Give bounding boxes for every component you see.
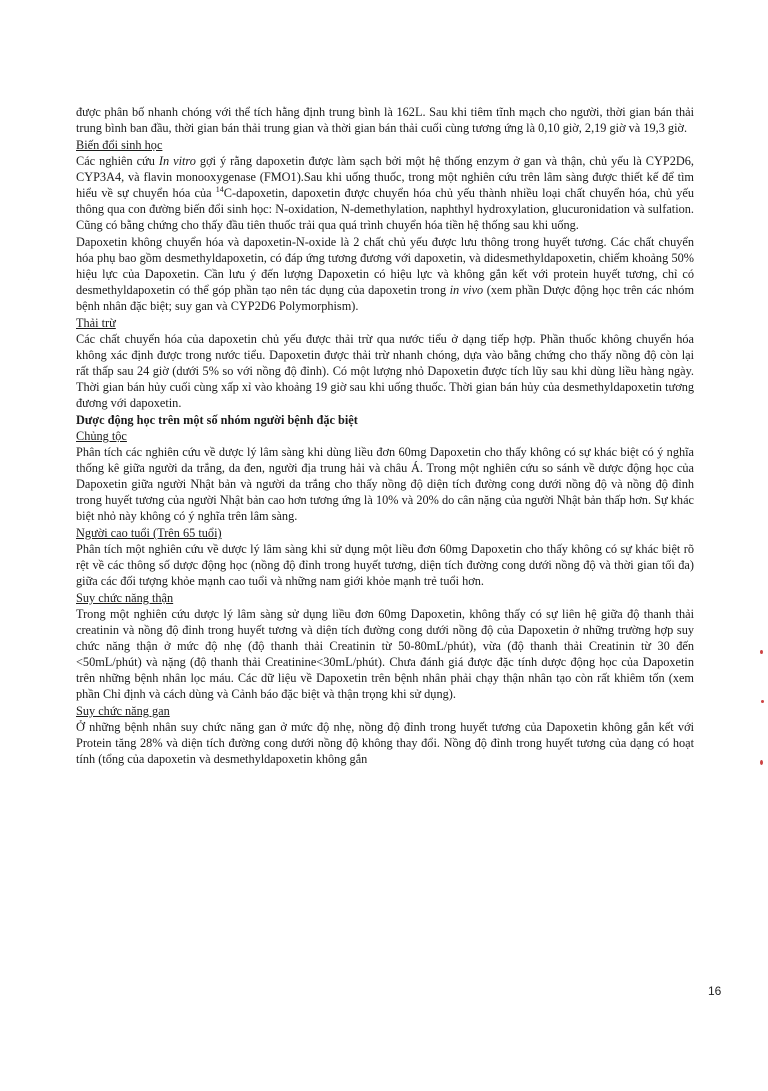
heading-special-populations: Dược động học trên một số nhóm người bệnh đặc biệt: [76, 413, 358, 427]
scan-speck: [760, 760, 763, 765]
paragraph-elimination: Các chất chuyển hóa của dapoxetin chủ yếu được thải trừ qua nước tiểu ở dạng tiếp hợp. Phần thuốc không chuyển hóa không xác định được trong nước tiểu. Dapoxetin được thải trừ nhanh chóng, dựa vào bằng chứng cho thấy nồng độ còn lại rất thấp sau 24 giờ (dưới 5% so với nồng độ đỉnh). Có một lượng nhỏ Dapoxetin được tích lũy sau khi dùng liều hàng ngày. Thời gian bán hủy cuối cùng xấp xỉ vào khoảng 19 giờ sau khi uống thuốc. Thời gian bán hủy của desmethyldapoxetin tương đương với dapoxetin.: [76, 332, 694, 410]
document-body: [76, 104, 694, 768]
paragraph-biotransformation: Các nghiên cứu In vitro gợi ý rằng dapoxetin được làm sạch bởi một hệ thống enzym ở gan và thận, chủ yếu là CYP2D6, CYP3A4, và flavin monooxygenase (FMO1).Sau khi uống thuốc, trong một nghiên cứu trên lâm sàng được thiết kế để tìm hiểu về sự chuyển hóa của $^{14}$C-dapoxetin, dapoxetin được chuyển hóa chủ yếu thành nhiều loại chất chuyển hóa, chủ yếu thông qua con đường biến đổi sinh học: N-oxidation, N-demethylation, naphthyl hydroxylation, glucuronidation và sulfation. Cũng có bằng chứng cho thấy đầu tiên thuốc trải qua quá trình chuyển hóa tiền hệ thống sau khi uống.: [76, 154, 694, 232]
heading-chung-toc: Chủng tộc: [76, 429, 127, 443]
paragraph-race: Phân tích các nghiên cứu về dược lý lâm sàng khi dùng liều đơn 60mg Dapoxetin cho thấy không có sự khác biệt có ý nghĩa thống kê giữa người da trắng, da đen, người địa trung hải và châu Á. Trong một nghiên cứu so sánh về dược động học của Dapoxetin giữa người Nhật bản và người da trắng cho thấy nồng độ diện tích đường cong dưới nồng độ và nồng độ đỉnh trong huyết tương của người Nhật bản cao hơn tương ứng là 10% và 20% do cân nặng của người Nhật bản thấp hơn. Sự khác biệt nhỏ này không có ý nghĩa trên lâm sàng.: [76, 445, 694, 523]
heading-thai-tru: Thải trừ: [76, 316, 116, 330]
heading-nguoi-cao-tuoi: Người cao tuổi (Trên 65 tuổi): [76, 526, 222, 540]
heading-suy-chuc-nang-gan: Suy chức năng gan: [76, 704, 170, 718]
heading-bien-doi-sinh-hoc: Biến đổi sinh học: [76, 138, 163, 152]
paragraph-metabolites: Dapoxetin không chuyển hóa và dapoxetin-N-oxide là 2 chất chủ yếu được lưu thông trong huyết tương. Các chất chuyển hóa phụ bao gồm desmethyldapoxetin, có đáp ứng tương đương với dapoxetin, và didesmethyldapoxetin, chiếm khoảng 50% hiệu lực của Dapoxetin. Cần lưu ý đến lượng Dapoxetin có hiệu lực và không gắn kết với protein huyết tương, chỉ có desmethyldapoxetin có thể góp phần tạo nên tác dụng của dapoxetin trong in vivo (xem phần Dược động học trên các nhóm bệnh nhân đặc biệt; suy gan và CYP2D6 Polymorphism).: [76, 235, 695, 313]
paragraph-renal: Trong một nghiên cứu dược lý lâm sàng sử dụng liều đơn 60mg Dapoxetin, không thấy có sự liên hệ giữa độ thanh thải creatinin và nồng độ đỉnh trong huyết tương và diện tích đường cong dưới nồng độ của Dapoxetin ở những trường hợp suy chức năng thận ở mức độ nhẹ (độ thanh thải Creatinin từ 50-80mL/phút), vừa (độ thanh thải Creatinin từ 30 đến <50mL/phút) và nặng (độ thanh thải Creatinine<30mL/phút). Chưa đánh giá được đặc tính dược động học của Dapoxetin trên những bệnh nhân lọc máu. Các dữ liệu về Dapoxetin trên bệnh nhân phải chạy thận nhân tạo còn rất khiêm tốn (xem phần Chỉ định và cách dùng và Cảnh báo đặc biệt và thận trọng khi sử dụng).: [76, 607, 694, 701]
page-number: 16: [708, 984, 722, 998]
scan-speck: [761, 700, 764, 703]
paragraph-elderly: Phân tích một nghiên cứu về dược lý lâm sàng khi sử dụng một liều đơn 60mg Dapoxetin cho thấy không có sự khác biệt rõ rệt về các thông số dược động học (nồng độ đỉnh trong huyết tương, diện tích đường cong dưới nồng độ và thời gian tối đa) giữa các đối tượng khỏe mạnh cao tuổi và những nam giới khỏe mạnh trẻ tuổi hơn.: [76, 542, 694, 588]
paragraph-hepatic: Ở những bệnh nhân suy chức năng gan ở mức độ nhẹ, nồng độ đỉnh trong huyết tương của Dapoxetin không gắn kết với Protein tăng 28% và diện tích đường cong dưới nồng độ không thay đổi. Nồng độ đỉnh trong huyết tương của dạng có hoạt tính (tổng của dapoxetin và desmethyldapoxetin không gắn: [76, 720, 694, 766]
heading-suy-chuc-nang-than: Suy chức năng thận: [76, 591, 174, 605]
paragraph-distribution: được phân bố nhanh chóng với thể tích hằng định trung bình là 162L. Sau khi tiêm tĩnh mạch cho người, thời gian bán thải trung bình ban đầu, thời gian bán thải trung gian và thời gian bán thải cuối cùng tương ứng là 0,10 giờ, 2,19 giờ và 19,3 giờ.: [76, 105, 694, 135]
scan-speck: [760, 650, 763, 654]
